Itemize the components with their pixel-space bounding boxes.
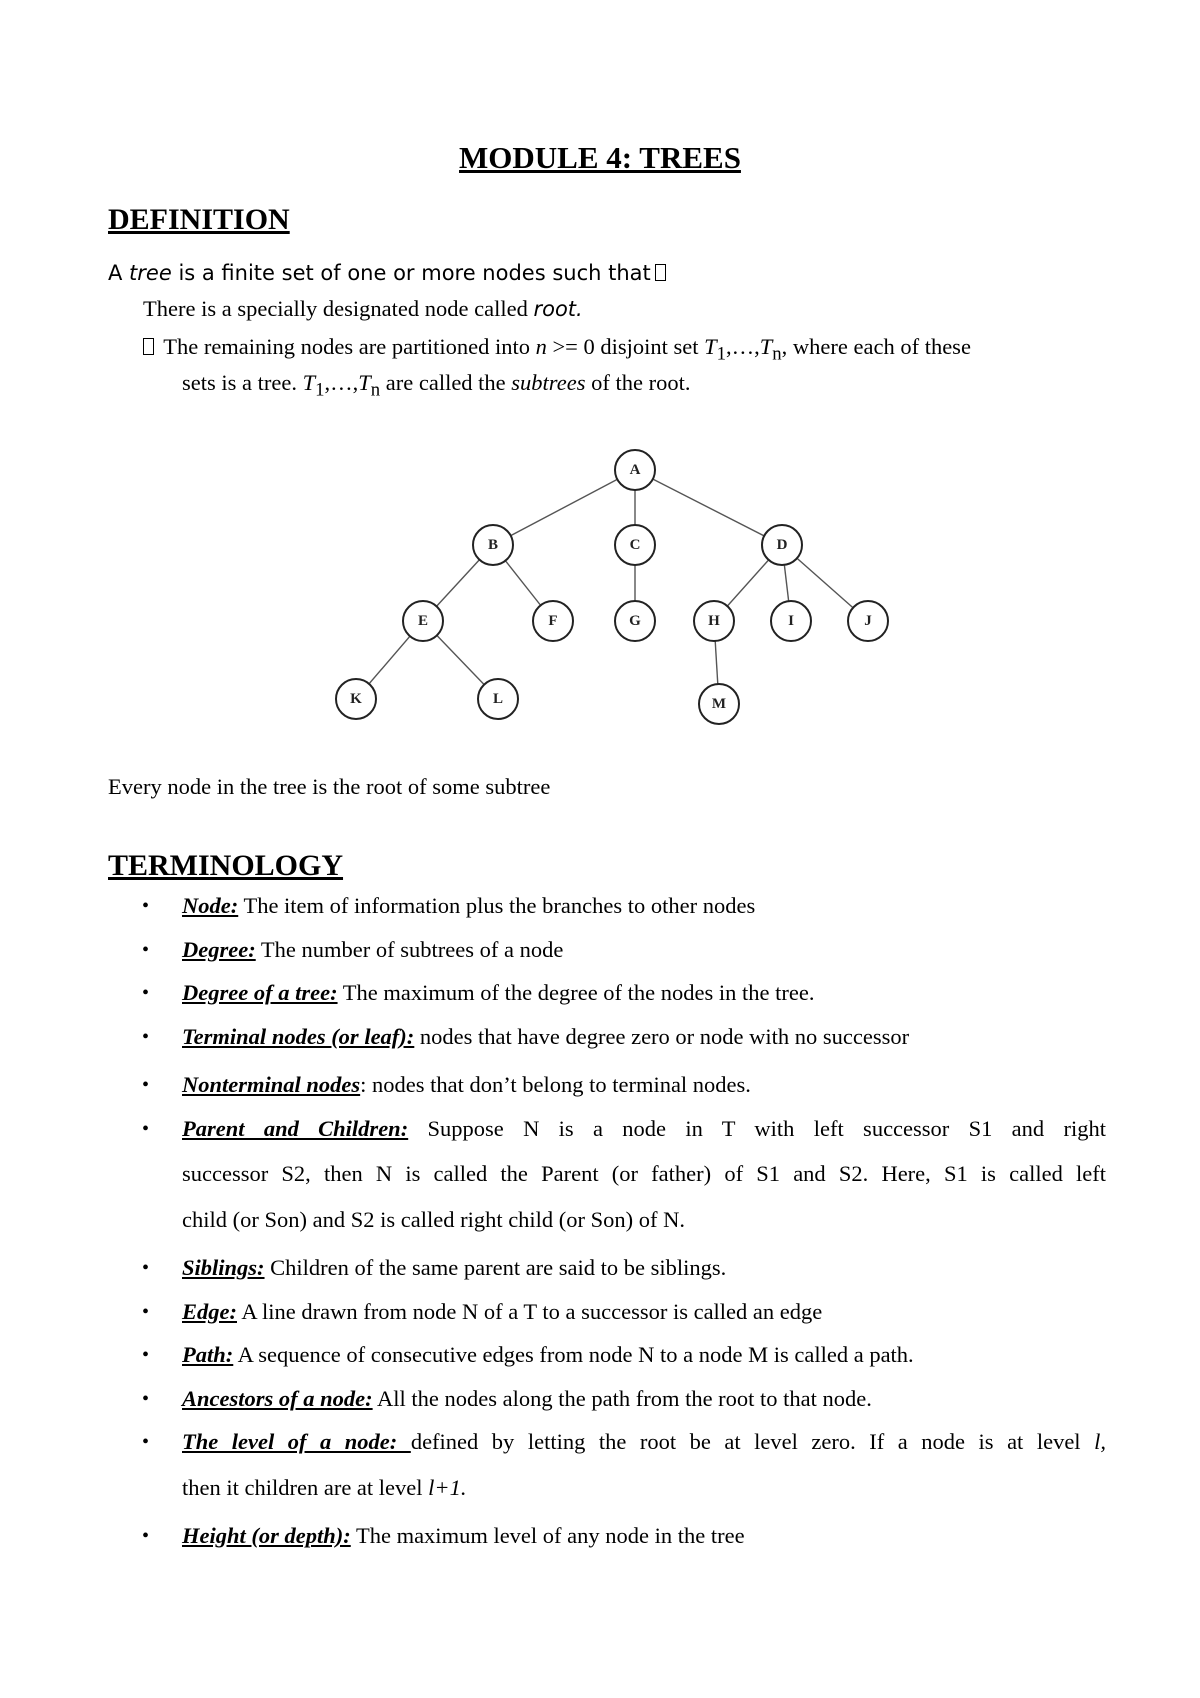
- term-label: Path:: [182, 1342, 234, 1367]
- bullet-icon: •: [142, 1525, 150, 1547]
- tree-node-label: L: [492, 691, 504, 707]
- point2-t-first: T: [704, 334, 717, 359]
- definition-heading: DEFINITION: [108, 203, 290, 236]
- bullet-icon: •: [142, 1118, 150, 1140]
- point2-text1: The remaining nodes are partitioned into: [158, 334, 536, 359]
- term-description: The item of information plus the branches to other nodes: [238, 893, 756, 918]
- terminology-heading: TERMINOLOGY: [108, 849, 344, 882]
- tree-node-label: I: [788, 613, 794, 629]
- tree-node-label: J: [864, 613, 872, 629]
- point2-line2-end: of the root.: [585, 370, 691, 395]
- term-line-continued: child (or Son) and S2 is called right child (or Son) of N.: [182, 1207, 686, 1232]
- point2-n: n: [535, 334, 547, 359]
- tree-node-label: K: [350, 691, 362, 707]
- level-variable: l,: [1094, 1429, 1106, 1454]
- term-label: Siblings:: [182, 1255, 265, 1280]
- term-description: A line drawn from node N of a T to a successor is called an edge: [237, 1299, 823, 1324]
- point2-line2-sub-1: 1: [315, 379, 325, 401]
- point2-t-last: T: [759, 334, 773, 359]
- term-label: Node:: [182, 893, 239, 918]
- point2-sub-n: n: [772, 343, 782, 365]
- term-line: [182, 1022, 909, 1052]
- term-description: A sequence of consecutive edges from node N to a node M is called a path.: [233, 1342, 914, 1367]
- term-line: [182, 1427, 1106, 1457]
- term-line: [182, 891, 755, 921]
- bullet-icon: •: [142, 895, 150, 917]
- point2-subtrees-word: subtrees: [511, 370, 586, 395]
- tree-node-label: B: [487, 537, 499, 553]
- term-line: [182, 1384, 872, 1414]
- term-line: [182, 1070, 751, 1100]
- bullet-icon: •: [142, 1301, 150, 1323]
- point2-ellipsis: ,…,: [726, 334, 760, 359]
- bullet-icon: •: [142, 1026, 150, 1048]
- term-line: [182, 935, 563, 965]
- intro-after: is a finite set of one or more nodes such that: [171, 261, 651, 285]
- term-line: [182, 1521, 745, 1551]
- term-description: nodes that have degree zero or node with no successor: [414, 1024, 910, 1049]
- point1-text: There is a specially designated node called: [143, 296, 534, 321]
- point1-root-word: root.: [533, 297, 583, 321]
- term-description: The maximum of the degree of the nodes in the tree.: [337, 980, 815, 1005]
- page-title: MODULE 4: TREES: [459, 140, 741, 175]
- term-label: Ancestors of a node:: [182, 1386, 373, 1411]
- tree-node-label: E: [417, 613, 429, 629]
- bullet-icon: •: [142, 982, 150, 1004]
- bullet-icon: •: [142, 1431, 150, 1453]
- intro-tree-word: tree: [129, 261, 172, 285]
- point2-line2-t-first: T: [302, 370, 316, 395]
- term-line: [182, 1340, 914, 1370]
- tree-node-label: D: [776, 537, 788, 553]
- term-line: [182, 1114, 1106, 1144]
- term-line-continued: [182, 1473, 466, 1503]
- point2-line2-sub-n: n: [370, 379, 381, 401]
- term-description: All the nodes along the path from the root to that node.: [372, 1386, 872, 1411]
- term-line-continued: successor S2, then N is called the Parent (or father) of S1 and S2. Here, S1 is called left: [182, 1161, 1106, 1186]
- term-label: Degree:: [182, 937, 256, 962]
- level-plus-one-variable: l+1.: [428, 1475, 467, 1500]
- tree-node-label: F: [548, 613, 558, 629]
- term-label: Degree of a tree:: [182, 980, 338, 1005]
- term-label: The level of a node:: [182, 1429, 411, 1454]
- term-line: [182, 978, 815, 1008]
- term-label: Parent and Children:: [182, 1116, 409, 1141]
- term-label: Terminal nodes (or leaf):: [182, 1024, 415, 1049]
- tree-node-label: C: [629, 537, 641, 553]
- tree-node-label: G: [629, 613, 641, 629]
- bullet-icon: •: [142, 1074, 150, 1096]
- term-description: then it children are at level: [182, 1475, 429, 1500]
- point2-line2-mid: are called the: [380, 370, 512, 395]
- term-description: : nodes that don’t belong to terminal nodes.: [360, 1072, 751, 1097]
- term-line: [182, 1297, 822, 1327]
- point2-line2-ellipsis: ,…,: [324, 370, 359, 395]
- tree-caption: Every node in the tree is the root of some subtree: [108, 774, 551, 799]
- bullet-icon: •: [142, 1388, 150, 1410]
- point2-sub-1: 1: [716, 343, 727, 365]
- term-line: [182, 1253, 726, 1283]
- term-description: The maximum level of any node in the tree: [350, 1523, 745, 1548]
- tree-node-label: M: [711, 696, 727, 712]
- intro-before: A: [108, 261, 130, 285]
- term-description: Suppose N is a node in T with left successor S1 and right: [408, 1116, 1106, 1141]
- term-label: Height (or depth):: [182, 1523, 351, 1548]
- tree-node-label: A: [629, 462, 641, 478]
- point2-line2-t-last: T: [358, 370, 371, 395]
- point2-text2: >= 0 disjoint set: [546, 334, 705, 359]
- term-label: Edge:: [182, 1299, 237, 1324]
- bullet-icon: •: [142, 1257, 150, 1279]
- term-label: Nonterminal nodes: [182, 1072, 361, 1097]
- point2-line2-start: sets is a tree.: [182, 370, 303, 395]
- term-description: defined by letting the root be at level zero. If a node is at level: [410, 1429, 1095, 1454]
- bullet-icon: •: [142, 939, 150, 961]
- bullet-icon: •: [142, 1344, 150, 1366]
- term-description: Children of the same parent are said to be siblings.: [264, 1255, 727, 1280]
- point2-text3: , where each of these: [781, 334, 971, 359]
- tree-node-label: H: [708, 613, 720, 629]
- term-description: The number of subtrees of a node: [255, 937, 564, 962]
